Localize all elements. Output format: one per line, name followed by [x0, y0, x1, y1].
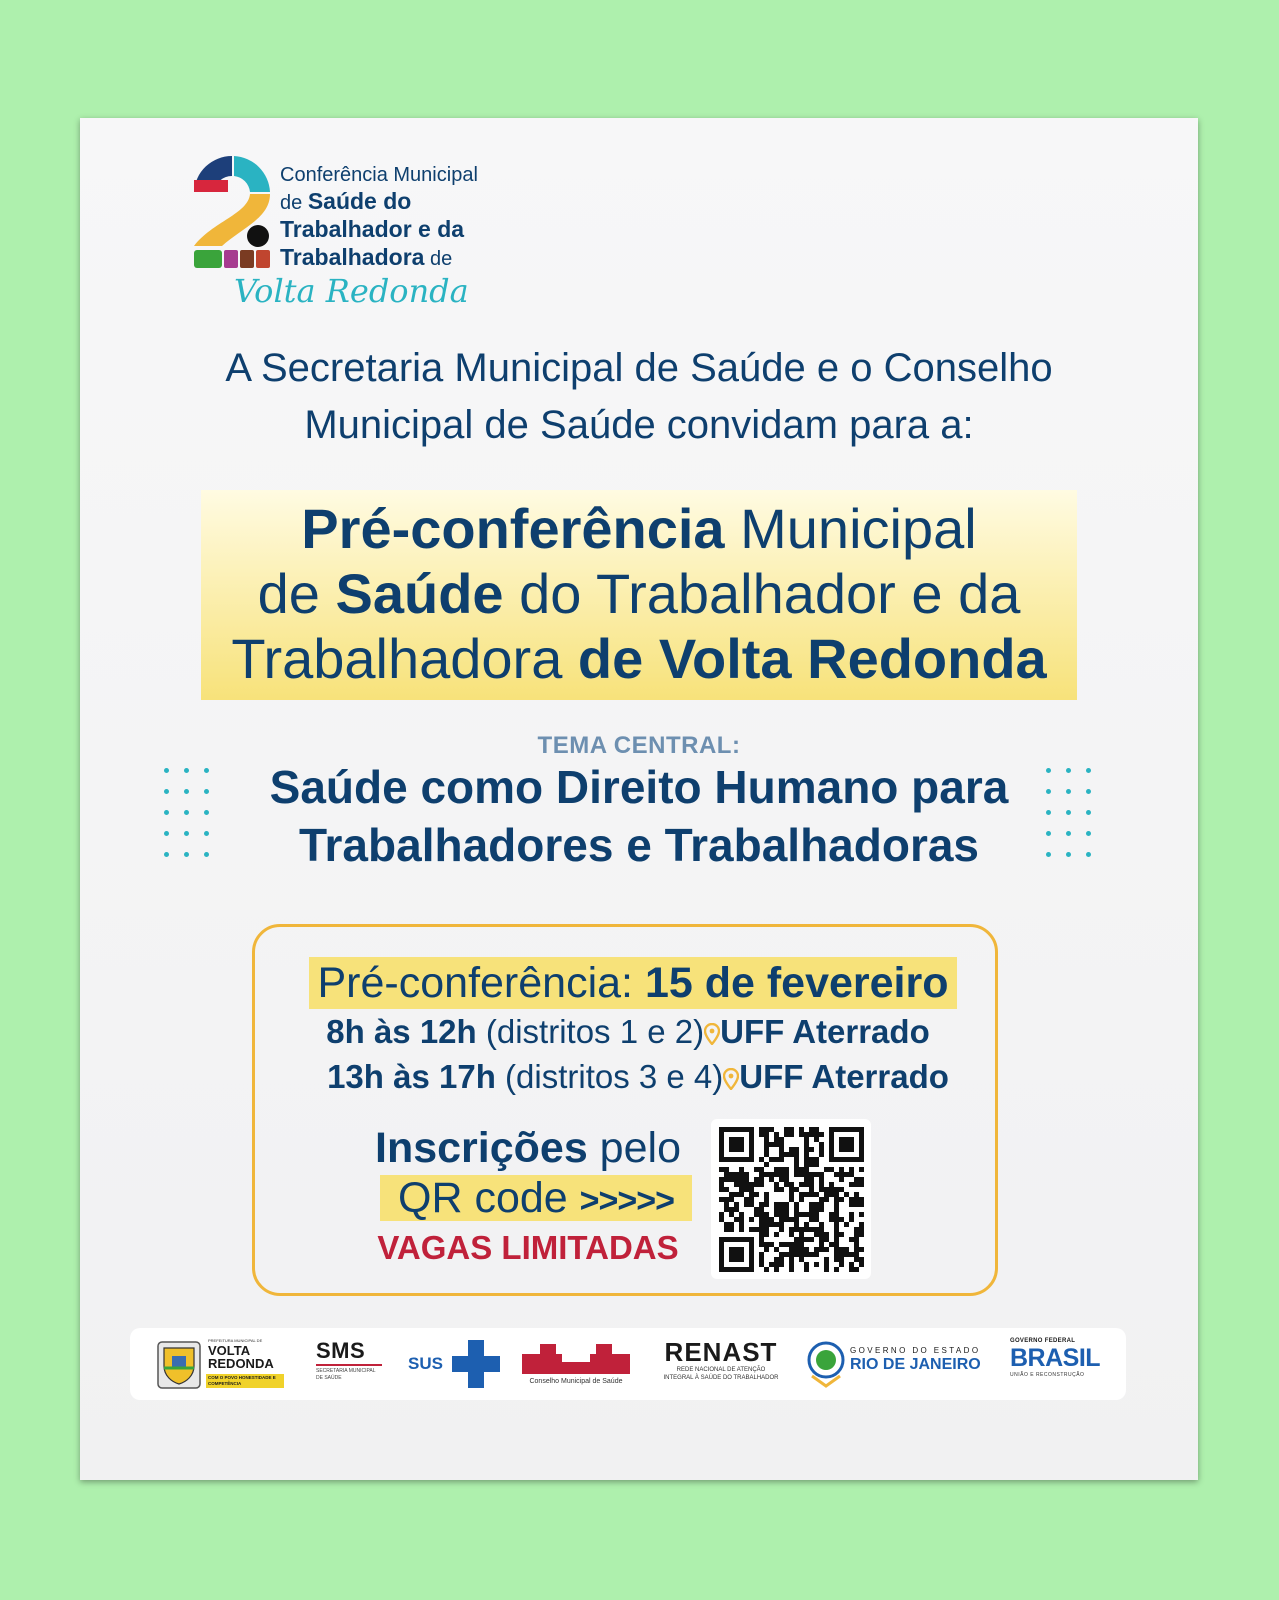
headline-line-1 — [201, 496, 1077, 561]
headline-bold-2: Saúde — [335, 562, 504, 625]
vr-small-text: PREFEITURA MUNICIPAL DE — [208, 1338, 263, 1343]
tema-label: TEMA CENTRAL: — [537, 732, 741, 759]
logo-line-1: Conferência Municipal — [280, 164, 478, 186]
logo-line-3: Trabalhador e da — [280, 216, 465, 242]
pre-conference-label: Pré-conferência: — [317, 959, 645, 1007]
headline-bold-3: de Volta Redonda — [577, 627, 1047, 690]
governo-rio-de-janeiro-logo — [806, 1338, 992, 1390]
decorative-dot — [1046, 831, 1051, 836]
headline-rest-3: Trabalhadora — [231, 627, 578, 690]
decorative-dot — [1066, 810, 1071, 815]
location-pin-icon — [723, 1068, 739, 1090]
registration-bold: Inscrições — [375, 1124, 588, 1172]
vr-name-1: VOLTA — [208, 1343, 251, 1358]
decorative-dot — [1086, 852, 1091, 857]
decorative-dot — [184, 831, 189, 836]
decorative-dot — [164, 789, 169, 794]
registration-rest: pelo — [587, 1124, 681, 1172]
intro-line-2: Municipal de Saúde convidam para a: — [304, 403, 974, 447]
logo-line-2-pre: de — [280, 192, 308, 214]
logo-line-2-bold: Saúde do — [307, 188, 412, 214]
sms-logo — [316, 1338, 388, 1390]
sms-text: SMS — [316, 1338, 366, 1363]
headline-line-2 — [201, 561, 1077, 626]
vr-name-2: REDONDA — [208, 1356, 274, 1371]
medical-cross-icon — [452, 1340, 500, 1388]
gf-name-text — [1010, 1344, 1106, 1372]
conselho-municipal-logo — [520, 1338, 632, 1390]
qr-code[interactable] — [711, 1119, 871, 1279]
decorative-dot — [1086, 810, 1091, 815]
pre-conference-date — [309, 957, 957, 1009]
event-info-box — [252, 924, 998, 1296]
decorative-dot — [204, 768, 209, 773]
decorative-dot — [184, 852, 189, 857]
intro-line-1: A Secretaria Municipal de Saúde e o Conselho — [225, 346, 1053, 390]
sponsor-logos-bar — [130, 1328, 1126, 1400]
number-two-logo-icon — [192, 156, 282, 276]
vr-tagline: COM O POVO HONESTIDADE E COMPETÊNCIA — [206, 1374, 284, 1388]
decorative-dot — [184, 810, 189, 815]
schedule-1-time: 8h às 12h — [326, 1013, 477, 1050]
gf-sub-text: UNIÃO E RECONSTRUÇÃO — [1010, 1372, 1085, 1378]
invitation-card — [80, 118, 1198, 1480]
headline-rest-1: Municipal — [724, 497, 977, 560]
renast-sub-2: INTEGRAL À SAÚDE DO TRABALHADOR — [663, 1375, 779, 1381]
prefeitura-volta-redonda-logo — [154, 1338, 284, 1390]
headline-highlight — [201, 490, 1077, 700]
limited-spots-label: VAGAS LIMITADAS — [377, 1229, 679, 1266]
tema-line-2: Trabalhadores e Trabalhadoras — [298, 819, 980, 871]
decorative-dot — [204, 789, 209, 794]
renast-sub-1: REDE NACIONAL DE ATENÇÃO — [676, 1367, 766, 1373]
renast-logo — [656, 1338, 786, 1390]
headline-line-3 — [201, 626, 1077, 691]
decorative-dot — [1086, 789, 1091, 794]
decorative-dot — [164, 810, 169, 815]
decorative-dot — [1046, 768, 1051, 773]
decorative-dot — [204, 810, 209, 815]
governo-federal-logo — [1010, 1338, 1106, 1390]
intro-text — [80, 340, 1198, 454]
location-pin-icon — [704, 1023, 720, 1045]
decorative-dot — [184, 768, 189, 773]
qr-code-label — [380, 1175, 692, 1221]
decorative-dot — [1066, 831, 1071, 836]
decorative-dot — [1046, 810, 1051, 815]
pre-conference-day: 15 de fevereiro — [644, 959, 949, 1007]
schedule-2-detail: (distritos 3 e 4) — [495, 1058, 724, 1095]
headline-rest-2: do Trabalhador e da — [503, 562, 1021, 625]
schedule-2-time: 13h às 17h — [327, 1058, 496, 1095]
decorative-dot — [164, 768, 169, 773]
sms-divider — [316, 1364, 382, 1366]
schedule-line-1 — [255, 1013, 1001, 1051]
decorative-dot — [1086, 768, 1091, 773]
decorative-dot — [1046, 852, 1051, 857]
logo-line-4-post: de — [424, 248, 453, 270]
schedule-1-place: UFF Aterrado — [720, 1013, 930, 1050]
tema-title — [80, 758, 1198, 874]
sus-logo — [408, 1338, 502, 1390]
dots-decoration-right — [1046, 768, 1094, 868]
dots-decoration-left — [164, 768, 212, 868]
decorative-dot — [1086, 831, 1091, 836]
headline-pre-2: de — [257, 562, 336, 625]
decorative-dot — [184, 789, 189, 794]
tema-line-1: Saúde como Direito Humano para — [269, 761, 1009, 813]
gf-top-text: GOVERNO FEDERAL — [1010, 1338, 1076, 1344]
city-coat-of-arms-icon — [154, 1340, 204, 1390]
decorative-dot — [164, 831, 169, 836]
logo-line-4-bold: Trabalhadora — [280, 244, 425, 270]
sms-subtitle: SECRETARIA MUNICIPAL DE SAÚDE — [316, 1368, 376, 1381]
decorative-dot — [1046, 789, 1051, 794]
decorative-dot — [1066, 852, 1071, 857]
schedule-2-place: UFF Aterrado — [739, 1058, 949, 1095]
state-coat-of-arms-icon — [806, 1340, 846, 1388]
schedule-1-detail: (distritos 1 e 2) — [476, 1013, 705, 1050]
decorative-dot — [204, 852, 209, 857]
decorative-dot — [1066, 768, 1071, 773]
conference-logo — [192, 156, 512, 310]
logo-script-city: Volta Redonda — [234, 272, 469, 310]
headline-bold-1: Pré-conferência — [301, 497, 725, 560]
conselho-symbol-icon — [522, 1342, 630, 1374]
decorative-dot — [164, 852, 169, 857]
arrows-icon: >>>>> — [579, 1182, 674, 1220]
rj-top-text: GOVERNO DO ESTADO — [850, 1346, 981, 1355]
decorative-dot — [1066, 789, 1071, 794]
rj-name-text: RIO DE JANEIRO — [850, 1356, 981, 1373]
sus-text: SUS — [408, 1354, 443, 1373]
gf-name-letters: BRASIL — [1010, 1344, 1101, 1372]
qr-code-text: QR code — [398, 1174, 580, 1222]
qr-code-icon — [711, 1119, 871, 1279]
schedule-line-2 — [265, 1058, 1011, 1096]
registration-text — [363, 1123, 693, 1173]
renast-text: RENAST — [664, 1337, 778, 1367]
decorative-dot — [204, 831, 209, 836]
conselho-text: Conselho Municipal de Saúde — [529, 1378, 623, 1385]
